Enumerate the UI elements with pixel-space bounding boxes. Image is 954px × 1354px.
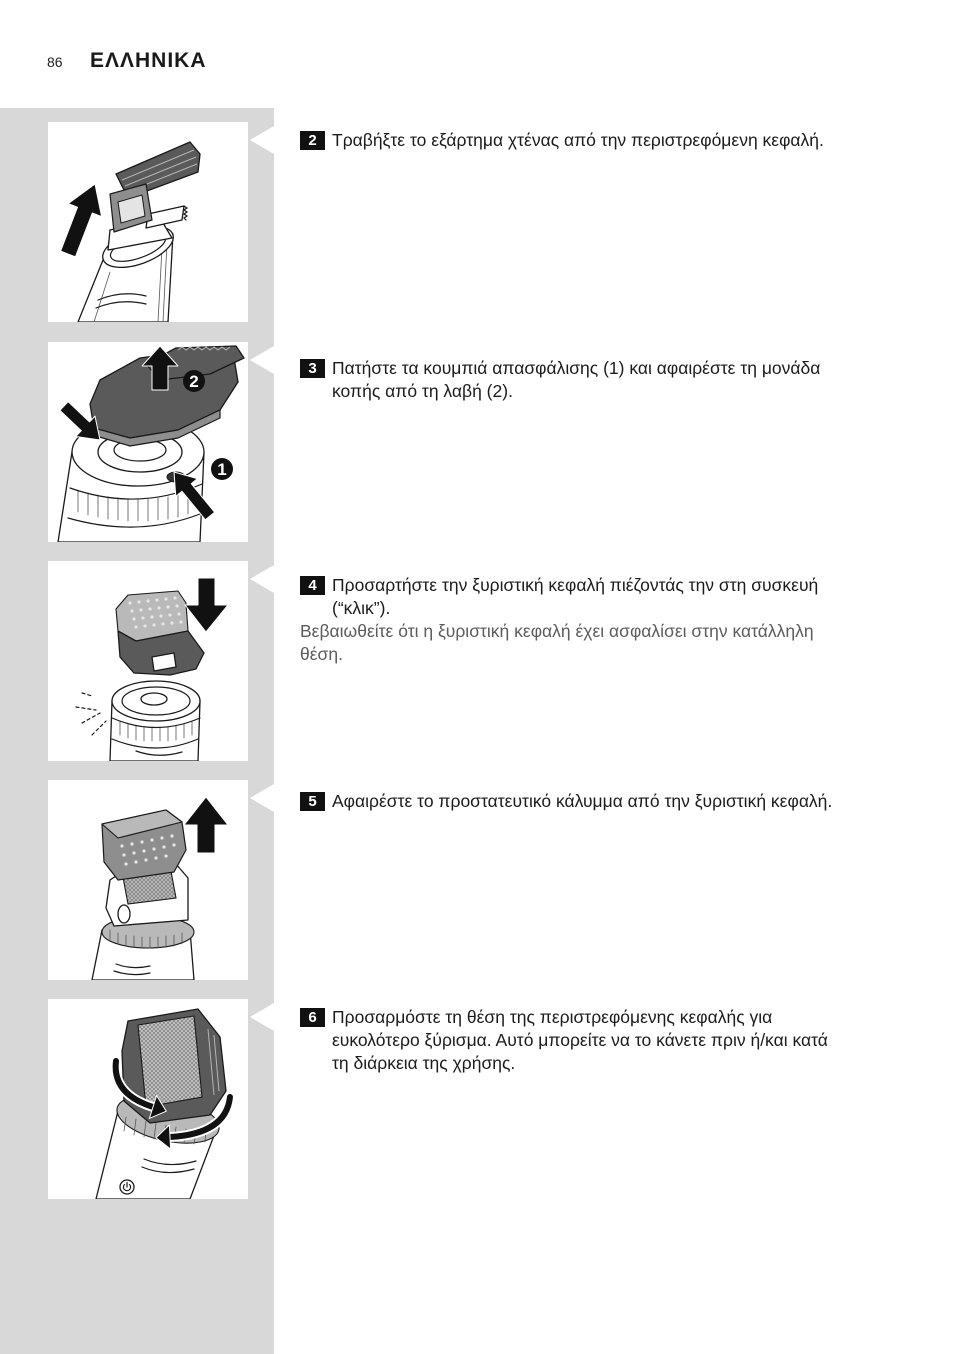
step-pointer: [250, 565, 274, 593]
attach-shaving-head-illustration: [48, 561, 248, 761]
step-number-badge: 4: [300, 576, 325, 595]
step-pointer: [250, 126, 274, 154]
head-side-button: [118, 905, 130, 923]
step-text-line: κοπής από τη λαβή (2).: [332, 381, 513, 401]
figure-remove-protective-cap: [48, 780, 248, 980]
head-socket: [141, 693, 167, 705]
step-3: [300, 357, 940, 403]
page-number: 86: [47, 54, 63, 70]
step-pointer: [250, 1003, 274, 1031]
step-2: [300, 129, 940, 152]
callout-number: 1: [217, 460, 227, 479]
adjust-rotating-head-illustration: [48, 999, 248, 1199]
step-4-note: [300, 620, 940, 666]
callout-2: [183, 370, 205, 392]
step-text-line: Αφαιρέστε το προστατευτικό κάλυμμα από την ξυριστική κεφαλή.: [332, 791, 833, 811]
step-4: [300, 574, 940, 620]
remove-comb-illustration: [48, 122, 248, 322]
step-6: [300, 1006, 940, 1075]
step-text-line: Προσαρτήστε την ξυριστική κεφαλή πιέζοντάς την στη συσκευή: [332, 575, 819, 595]
step-text-line: (“κλικ”).: [332, 598, 391, 618]
click-lines: [76, 693, 106, 735]
step-text-line: Πατήστε τα κουμπιά απασφάλισης (1) και αφαιρέστε τη μονάδα: [332, 358, 821, 378]
step-text-line: τη διάρκεια της χρήσης.: [332, 1053, 516, 1073]
step-text-line: ευκολότερο ξύρισμα. Αυτό μπορείτε να το κάνετε πριν ή/και κατά: [332, 1030, 828, 1050]
step-text-line: Προσαρμόστε τη θέση της περιστρεφόμενης κεφαλής για: [332, 1007, 773, 1027]
step-5: [300, 790, 940, 813]
figure-adjust-rotating-head: [48, 999, 248, 1199]
step-text-line: Τραβήξτε το εξάρτημα χτένας από την περιστρεφόμενη κεφαλή.: [332, 130, 824, 150]
down-arrow-icon: [185, 578, 228, 632]
shaving-head: [116, 591, 204, 675]
note-text-line: Βεβαιωθείτε ότι η ξυριστική κεφαλή έχει ασφαλίσει στην κατάλληλη: [300, 621, 814, 641]
note-text-line: θέση.: [300, 644, 343, 664]
trimmer-handle: [92, 916, 194, 980]
remove-protective-cap-illustration: [48, 780, 248, 980]
up-arrow-icon: [61, 184, 102, 257]
release-cutting-unit-illustration: [48, 342, 248, 542]
step-number-badge: 6: [300, 1008, 325, 1027]
step-pointer: [250, 784, 274, 812]
protective-cap: [102, 810, 186, 880]
figure-remove-comb: [48, 122, 248, 322]
step-number-badge: 2: [300, 131, 325, 150]
shaving-head-notch: [152, 653, 176, 671]
figure-attach-shaving-head: [48, 561, 248, 761]
up-arrow-icon: [184, 797, 228, 853]
step-number-badge: 5: [300, 792, 325, 811]
blade-teeth: [184, 206, 187, 220]
figure-release-cutting-unit: [48, 342, 248, 542]
language-title: ΕΛΛΗΝΙΚΑ: [90, 49, 207, 72]
callout-1: [211, 458, 233, 480]
shaving-foil: [138, 1016, 202, 1107]
trimmer-handle: [110, 681, 200, 761]
callout-number: 2: [189, 372, 199, 391]
step-number-badge: 3: [300, 359, 325, 378]
power-icon: [120, 1180, 134, 1194]
step-pointer: [250, 346, 274, 374]
